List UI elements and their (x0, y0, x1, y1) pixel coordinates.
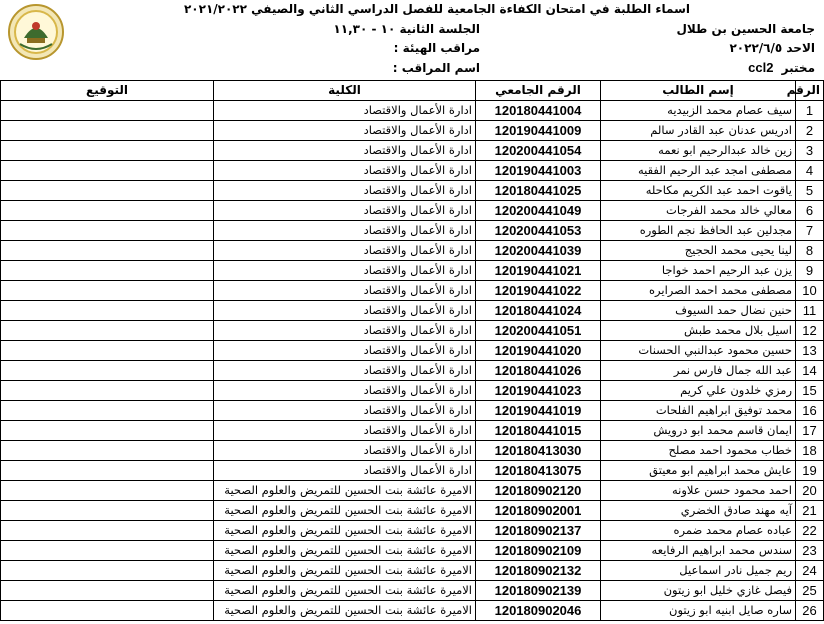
student-id: 120190441003 (476, 161, 601, 181)
student-name: عبد الله جمال فارس نمر (601, 361, 796, 381)
faculty-name: ادارة الأعمال والاقتصاد (214, 161, 476, 181)
row-number: 22 (796, 521, 824, 541)
signature-cell[interactable] (1, 441, 214, 461)
signature-cell[interactable] (1, 321, 214, 341)
student-name: لينا يحيى محمد الحجيج (601, 241, 796, 261)
student-name: ياقوت احمد عبد الكريم مكاحله (601, 181, 796, 201)
faculty-name: ادارة الأعمال والاقتصاد (214, 281, 476, 301)
student-id: 120180902109 (476, 541, 601, 561)
signature-cell[interactable] (1, 241, 214, 261)
faculty-name: ادارة الأعمال والاقتصاد (214, 261, 476, 281)
student-name: زين خالد عبدالرحيم ابو نعمه (601, 141, 796, 161)
signature-cell[interactable] (1, 341, 214, 361)
row-number: 25 (796, 581, 824, 601)
row-number: 10 (796, 281, 824, 301)
signature-cell[interactable] (1, 481, 214, 501)
document-title: اسماء الطلبة في امتحان الكفاءة الجامعية للفصل الدراسي الثاني والصيفي ٢٠٢١/٢٠٢٢ (183, 2, 690, 16)
student-name: سندس محمد ابراهيم الرفايعه (601, 541, 796, 561)
table-row (1, 181, 824, 201)
table-row (1, 221, 824, 241)
signature-cell[interactable] (1, 221, 214, 241)
faculty-name: ادارة الأعمال والاقتصاد (214, 461, 476, 481)
row-number: 9 (796, 261, 824, 281)
student-id: 120180902046 (476, 601, 601, 621)
row-number: 20 (796, 481, 824, 501)
student-name: يزن عبد الرحيم احمد خواجا (601, 261, 796, 281)
student-id: 120180441025 (476, 181, 601, 201)
table-row (1, 441, 824, 461)
university-logo-icon (8, 4, 64, 60)
lab-value: ccl2 (748, 60, 774, 75)
student-id: 120190441022 (476, 281, 601, 301)
student-id: 120180902001 (476, 501, 601, 521)
row-number: 6 (796, 201, 824, 221)
faculty-name: ادارة الأعمال والاقتصاد (214, 401, 476, 421)
table-row (1, 301, 824, 321)
table-row (1, 261, 824, 281)
student-name: رمزي خلدون علي كريم (601, 381, 796, 401)
table-row (1, 481, 824, 501)
signature-cell[interactable] (1, 141, 214, 161)
table-row (1, 521, 824, 541)
faculty-name: ادارة الأعمال والاقتصاد (214, 381, 476, 401)
student-id: 120190441019 (476, 401, 601, 421)
signature-cell[interactable] (1, 381, 214, 401)
signature-cell[interactable] (1, 601, 214, 621)
row-number: 13 (796, 341, 824, 361)
student-name: مجدلين عبد الحافظ نجم الطوره (601, 221, 796, 241)
student-id: 120180441004 (476, 101, 601, 121)
signature-cell[interactable] (1, 421, 214, 441)
table-row (1, 201, 824, 221)
student-name: ساره صايل ابنيه ابو زيتون (601, 601, 796, 621)
row-number: 12 (796, 321, 824, 341)
faculty-name: ادارة الأعمال والاقتصاد (214, 101, 476, 121)
col-header-number: الرقم (796, 81, 824, 101)
signature-cell[interactable] (1, 521, 214, 541)
signature-cell[interactable] (1, 281, 214, 301)
signature-cell[interactable] (1, 181, 214, 201)
faculty-name: الاميرة عائشة بنت الحسين للتمريض والعلوم الصحية (214, 581, 476, 601)
row-number: 15 (796, 381, 824, 401)
signature-cell[interactable] (1, 401, 214, 421)
table-row (1, 121, 824, 141)
table-row (1, 501, 824, 521)
table-row (1, 241, 824, 261)
row-number: 26 (796, 601, 824, 621)
student-name: ادريس عدنان عبد القادر سالم (601, 121, 796, 141)
table-row (1, 601, 824, 621)
faculty-name: الاميرة عائشة بنت الحسين للتمريض والعلوم الصحية (214, 601, 476, 621)
row-number: 19 (796, 461, 824, 481)
faculty-name: ادارة الأعمال والاقتصاد (214, 141, 476, 161)
row-number: 1 (796, 101, 824, 121)
student-id: 120200441049 (476, 201, 601, 221)
table-row (1, 321, 824, 341)
col-header-faculty: الكلية (214, 81, 476, 101)
signature-cell[interactable] (1, 541, 214, 561)
student-name: آيه مهند صادق الخضري (601, 501, 796, 521)
table-row (1, 101, 824, 121)
student-name: عباده عصام محمد ضمره (601, 521, 796, 541)
lab-info (748, 61, 815, 75)
signature-cell[interactable] (1, 581, 214, 601)
student-id: 120180441015 (476, 421, 601, 441)
student-name: فيصل غازي خليل ابو زيتون (601, 581, 796, 601)
student-name: ريم جميل نادر اسماعيل (601, 561, 796, 581)
faculty-name: ادارة الأعمال والاقتصاد (214, 181, 476, 201)
student-id: 120180413075 (476, 461, 601, 481)
student-name: حسين محمود عبدالنبي الحسنات (601, 341, 796, 361)
row-number: 3 (796, 141, 824, 161)
signature-cell[interactable] (1, 261, 214, 281)
student-id: 120190441023 (476, 381, 601, 401)
faculty-name: ادارة الأعمال والاقتصاد (214, 121, 476, 141)
table-row (1, 461, 824, 481)
row-number: 18 (796, 441, 824, 461)
faculty-name: ادارة الأعمال والاقتصاد (214, 221, 476, 241)
student-id: 120200441051 (476, 321, 601, 341)
signature-cell[interactable] (1, 161, 214, 181)
row-number: 4 (796, 161, 824, 181)
table-row (1, 341, 824, 361)
signature-cell[interactable] (1, 121, 214, 141)
signature-cell[interactable] (1, 101, 214, 121)
student-name: عايش محمد ابراهيم ابو معيتق (601, 461, 796, 481)
table-row (1, 401, 824, 421)
faculty-supervisor-label: مراقب الهيئة : (393, 41, 480, 55)
row-number: 8 (796, 241, 824, 261)
session-time: الجلسة الثانية ١٠ - ١١,٣٠ (333, 22, 480, 36)
student-name: مصطفى امجد عبد الرحيم الفقيه (601, 161, 796, 181)
student-name: معالي خالد محمد الفرجات (601, 201, 796, 221)
student-name: خطاب محمود احمد مصلح (601, 441, 796, 461)
signature-cell[interactable] (1, 361, 214, 381)
faculty-name: ادارة الأعمال والاقتصاد (214, 341, 476, 361)
faculty-name: ادارة الأعمال والاقتصاد (214, 301, 476, 321)
student-name: مصطفى محمد احمد الصرايره (601, 281, 796, 301)
row-number: 16 (796, 401, 824, 421)
col-header-student-name: إسم الطالب (601, 81, 796, 101)
student-id: 120190441021 (476, 261, 601, 281)
student-id: 120180902132 (476, 561, 601, 581)
student-name: احمد محمود حسن علاونه (601, 481, 796, 501)
faculty-name: ادارة الأعمال والاقتصاد (214, 201, 476, 221)
students-table (0, 80, 824, 621)
student-id: 120180902139 (476, 581, 601, 601)
student-id: 120200441053 (476, 221, 601, 241)
row-number: 5 (796, 181, 824, 201)
row-number: 7 (796, 221, 824, 241)
col-header-university-id: الرقم الجامعي (476, 81, 601, 101)
student-name: اسيل بلال محمد طبش (601, 321, 796, 341)
signature-cell[interactable] (1, 201, 214, 221)
table-row (1, 561, 824, 581)
table-header-row (1, 81, 824, 101)
lab-label: مختبر (781, 61, 815, 75)
student-name: محمد توفيق ابراهيم الفلحات (601, 401, 796, 421)
row-number: 14 (796, 361, 824, 381)
row-number: 11 (796, 301, 824, 321)
faculty-name: ادارة الأعمال والاقتصاد (214, 361, 476, 381)
student-id: 120180441024 (476, 301, 601, 321)
faculty-name: الاميرة عائشة بنت الحسين للتمريض والعلوم الصحية (214, 501, 476, 521)
table-row (1, 421, 824, 441)
signature-cell[interactable] (1, 461, 214, 481)
signature-cell[interactable] (1, 561, 214, 581)
table-row (1, 161, 824, 181)
row-number: 23 (796, 541, 824, 561)
student-id: 120180902137 (476, 521, 601, 541)
faculty-name: ادارة الأعمال والاقتصاد (214, 421, 476, 441)
student-id: 120190441009 (476, 121, 601, 141)
row-number: 2 (796, 121, 824, 141)
table-row (1, 281, 824, 301)
col-header-signature: التوقيع (1, 81, 214, 101)
student-id: 120180902120 (476, 481, 601, 501)
student-id: 120200441039 (476, 241, 601, 261)
proctor-name-label: اسم المراقب : (392, 61, 480, 75)
student-name: سيف عصام محمد الزبيديه (601, 101, 796, 121)
student-id: 120180413030 (476, 441, 601, 461)
student-id: 120200441054 (476, 141, 601, 161)
student-name: ايمان قاسم محمد ابو درويش (601, 421, 796, 441)
student-name: حنين نضال حمد السيوف (601, 301, 796, 321)
signature-cell[interactable] (1, 301, 214, 321)
row-number: 17 (796, 421, 824, 441)
student-id: 120190441020 (476, 341, 601, 361)
row-number: 24 (796, 561, 824, 581)
faculty-name: ادارة الأعمال والاقتصاد (214, 241, 476, 261)
exam-date: الاحد ٢٠٢٢/٦/٥ (729, 41, 815, 55)
faculty-name: ادارة الأعمال والاقتصاد (214, 321, 476, 341)
table-row (1, 361, 824, 381)
faculty-name: الاميرة عائشة بنت الحسين للتمريض والعلوم الصحية (214, 521, 476, 541)
faculty-name: الاميرة عائشة بنت الحسين للتمريض والعلوم الصحية (214, 481, 476, 501)
faculty-name: ادارة الأعمال والاقتصاد (214, 441, 476, 461)
row-number: 21 (796, 501, 824, 521)
faculty-name: الاميرة عائشة بنت الحسين للتمريض والعلوم الصحية (214, 561, 476, 581)
table-row (1, 541, 824, 561)
faculty-name: الاميرة عائشة بنت الحسين للتمريض والعلوم الصحية (214, 541, 476, 561)
table-row (1, 141, 824, 161)
university-name: جامعة الحسين بن طلال (676, 22, 815, 36)
table-row (1, 581, 824, 601)
student-id: 120180441026 (476, 361, 601, 381)
signature-cell[interactable] (1, 501, 214, 521)
table-row (1, 381, 824, 401)
